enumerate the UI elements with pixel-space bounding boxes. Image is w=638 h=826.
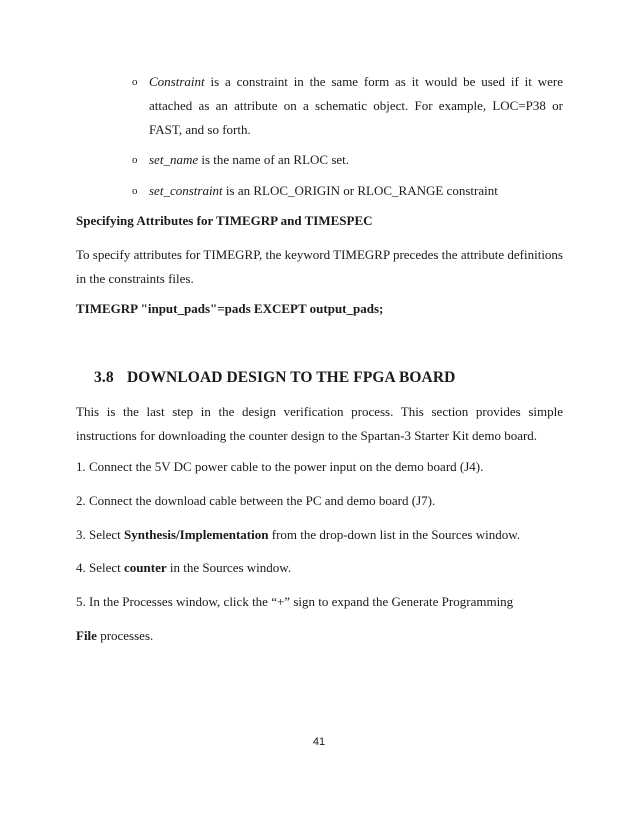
bullet-text: is a constraint in the same form as it would be used if it were attached as an attribute on a schematic object. For example, LOC=P38 or FAST, and so forth. xyxy=(149,74,563,137)
section-heading xyxy=(94,366,455,390)
bullet-text: is the name of an RLOC set. xyxy=(198,152,350,167)
step-1: 1. Connect the 5V DC power cable to the power input on the demo board (J4). xyxy=(76,459,484,474)
timegrp-paragraph: To specify attributes for TIMEGRP, the keyword TIMEGRP precedes the attribute definitions in the constraints files. xyxy=(76,247,563,286)
bullet-text: is an RLOC_ORIGIN or RLOC_RANGE constraint xyxy=(222,183,498,198)
bullet-item-set-name xyxy=(149,148,563,172)
bullet-term: set_name xyxy=(149,152,199,167)
step-4 xyxy=(76,556,563,580)
page-number: 41 xyxy=(312,736,326,748)
step-5-bold: File xyxy=(76,628,97,643)
step-4-suffix: in the Sources window. xyxy=(166,560,292,575)
bullet-marker: o xyxy=(132,185,138,197)
step-5-line-1: 5. In the Processes window, click the “+” sign to expand the Generate Programming xyxy=(76,594,514,609)
section-number: 3.8 xyxy=(94,369,114,386)
bullet-marker: o xyxy=(132,76,138,88)
bullet-marker: o xyxy=(132,154,138,166)
bullet-item-constraint xyxy=(149,70,563,142)
step-3-bold: Synthesis/Implementation xyxy=(124,527,269,542)
step-2: 2. Connect the download cable between the PC and demo board (J7). xyxy=(76,493,436,508)
bullet-item-set-constraint xyxy=(149,179,563,203)
step-3-suffix: from the drop-down list in the Sources window. xyxy=(268,527,521,542)
step-3 xyxy=(76,523,563,547)
timegrp-example: TIMEGRP "input_pads"=pads EXCEPT output_pads; xyxy=(76,301,384,316)
intro-paragraph: This is the last step in the design verification process. This section provides simple instructions for downloading the counter design to the Spartan-3 Starter Kit demo board. xyxy=(76,404,563,443)
step-5-line-2 xyxy=(76,624,563,648)
step-4-bold: counter xyxy=(124,560,167,575)
step-3-prefix: 3. Select xyxy=(76,527,125,542)
step-4-prefix: 4. Select xyxy=(76,560,125,575)
section-title: DOWNLOAD DESIGN TO THE FPGA BOARD xyxy=(127,369,456,386)
subheading: Specifying Attributes for TIMEGRP and TIMESPEC xyxy=(76,213,373,228)
step-5-suffix: processes. xyxy=(96,628,154,643)
bullet-term: Constraint xyxy=(149,74,205,89)
bullet-term: set_constraint xyxy=(149,183,223,198)
